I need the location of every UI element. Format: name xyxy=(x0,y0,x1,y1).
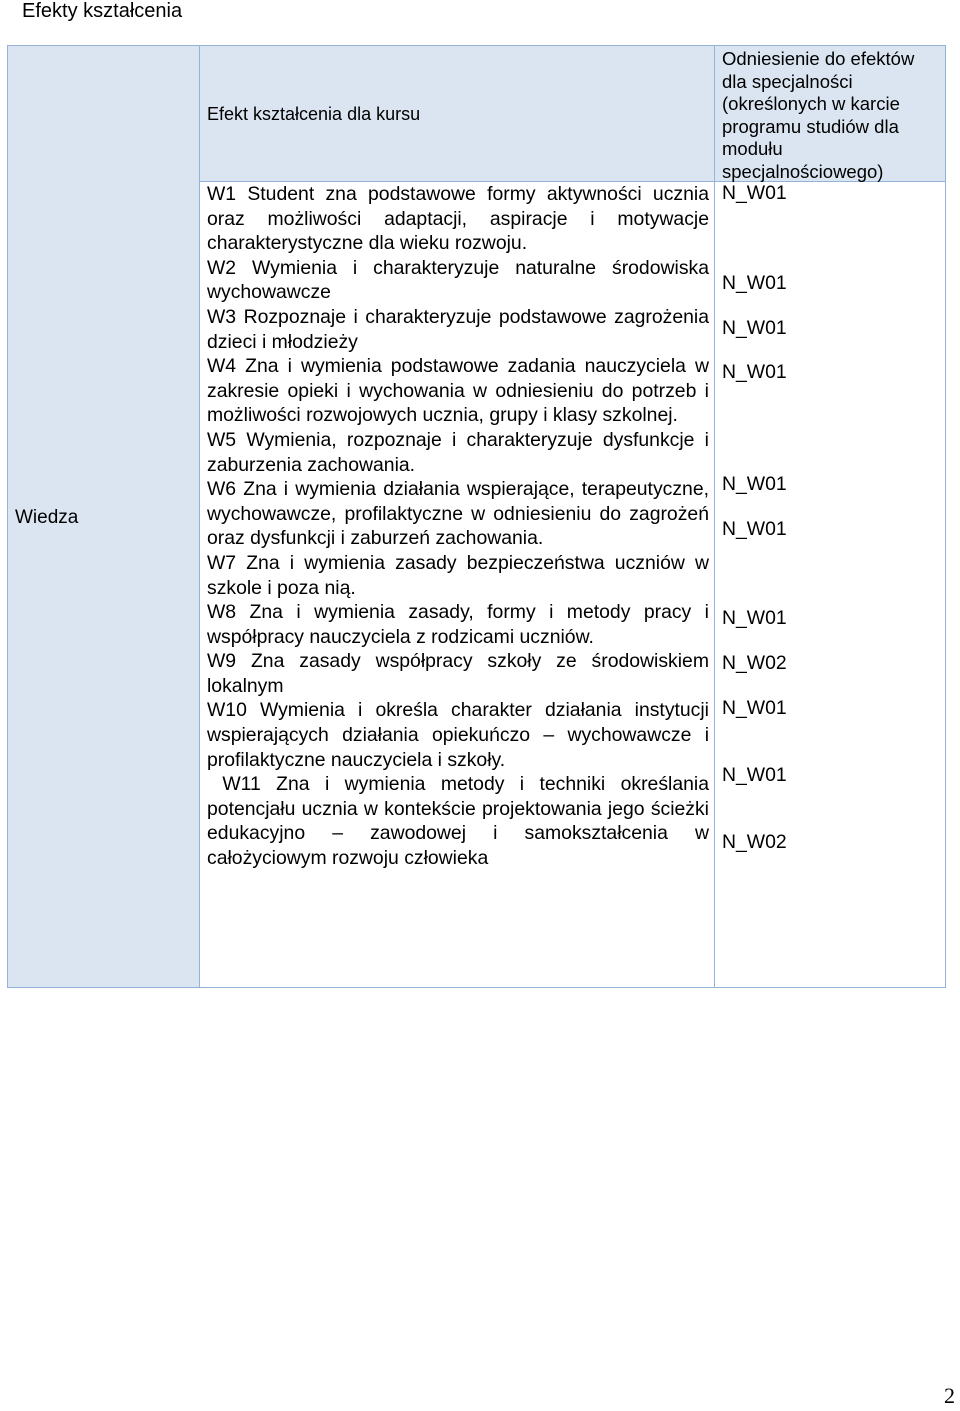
effect-w5: W5 Wymienia, rozpoznaje i charakteryzuje dysfunkcje i zaburzenia zachowania. xyxy=(207,428,715,476)
effect-w1: W1 Student zna podstawowe formy aktywności ucznia oraz możliwości adaptacji, aspiracje i motywacje charakterystyczne dla wieku rozwoju. xyxy=(207,183,715,255)
reference-w10: N_W01 xyxy=(722,764,787,786)
category-cell xyxy=(8,46,200,987)
reference-w6: N_W01 xyxy=(722,518,787,540)
header-reference-cell xyxy=(715,46,945,182)
reference-w9: N_W01 xyxy=(722,697,787,719)
category-label: Wiedza xyxy=(15,507,79,528)
reference-w2: N_W01 xyxy=(722,272,787,294)
effect-w8: W8 Zna i wymienia zasady, formy i metody pracy i współpracy nauczyciela z rodzicami uczniów. xyxy=(207,601,715,648)
effects-cell xyxy=(200,182,715,987)
header-effect-cell xyxy=(200,46,715,182)
reference-w11: N_W02 xyxy=(722,831,787,853)
effect-w9: W9 Zna zasady współpracy szkoły ze środowiskiem lokalnym xyxy=(207,650,715,697)
reference-w4: N_W01 xyxy=(722,361,787,383)
reference-w3: N_W01 xyxy=(722,317,787,339)
page-number: 2 xyxy=(944,1383,955,1408)
effect-w7: W7 Zna i wymienia zasady bezpieczeństwa uczniów w szkole i poza nią. xyxy=(207,551,715,599)
effect-w4: W4 Zna i wymienia podstawowe zadania nauczyciela w zakresie opieki i wychowania w odniesieniu do potrzeb i możliwości rozwojowych ucznia, grupy i klasy szkolnej. xyxy=(207,355,715,427)
learning-outcomes-table xyxy=(7,45,946,988)
effect-w10: W10 Wymienia i określa charakter działania instytucji wspierających działania opiekuńczo – wychowawcze i profilaktyczne nauczyciela i szkoły. xyxy=(207,699,715,771)
effect-w11: W11 Zna i wymienia metody i techniki określania potencjału ucznia w kontekście projektowania jego ścieżki edukacyjno – zawodowej i samokształcenia w całożyciowym rozwoju człowieka xyxy=(207,773,715,870)
header-reference-label: Odniesienie do efektów dla specjalności (określonych w karcie programu studiów dla modułu specjalnościowego) xyxy=(722,48,915,182)
header-effect-label: Efekt kształcenia dla kursu xyxy=(207,104,421,124)
references-cell xyxy=(715,182,945,987)
effects-list xyxy=(207,182,715,871)
effect-w6: W6 Zna i wymienia działania wspierające, terapeutyczne, wychowawcze, profilaktyczne w odniesieniu do zagrożeń oraz dysfunkcji i zaburzeń zachowania. xyxy=(207,478,715,550)
effect-w3: W3 Rozpoznaje i charakteryzuje podstawowe zagrożenia dzieci i młodzieży xyxy=(207,305,715,353)
effect-w2: W2 Wymienia i charakteryzuje naturalne środowiska wychowawcze xyxy=(207,256,715,304)
reference-w5: N_W01 xyxy=(722,473,787,495)
reference-w7: N_W01 xyxy=(722,607,787,629)
reference-w8: N_W02 xyxy=(722,652,787,674)
section-heading: Efekty kształcenia xyxy=(22,0,183,22)
reference-w1: N_W01 xyxy=(722,182,787,204)
